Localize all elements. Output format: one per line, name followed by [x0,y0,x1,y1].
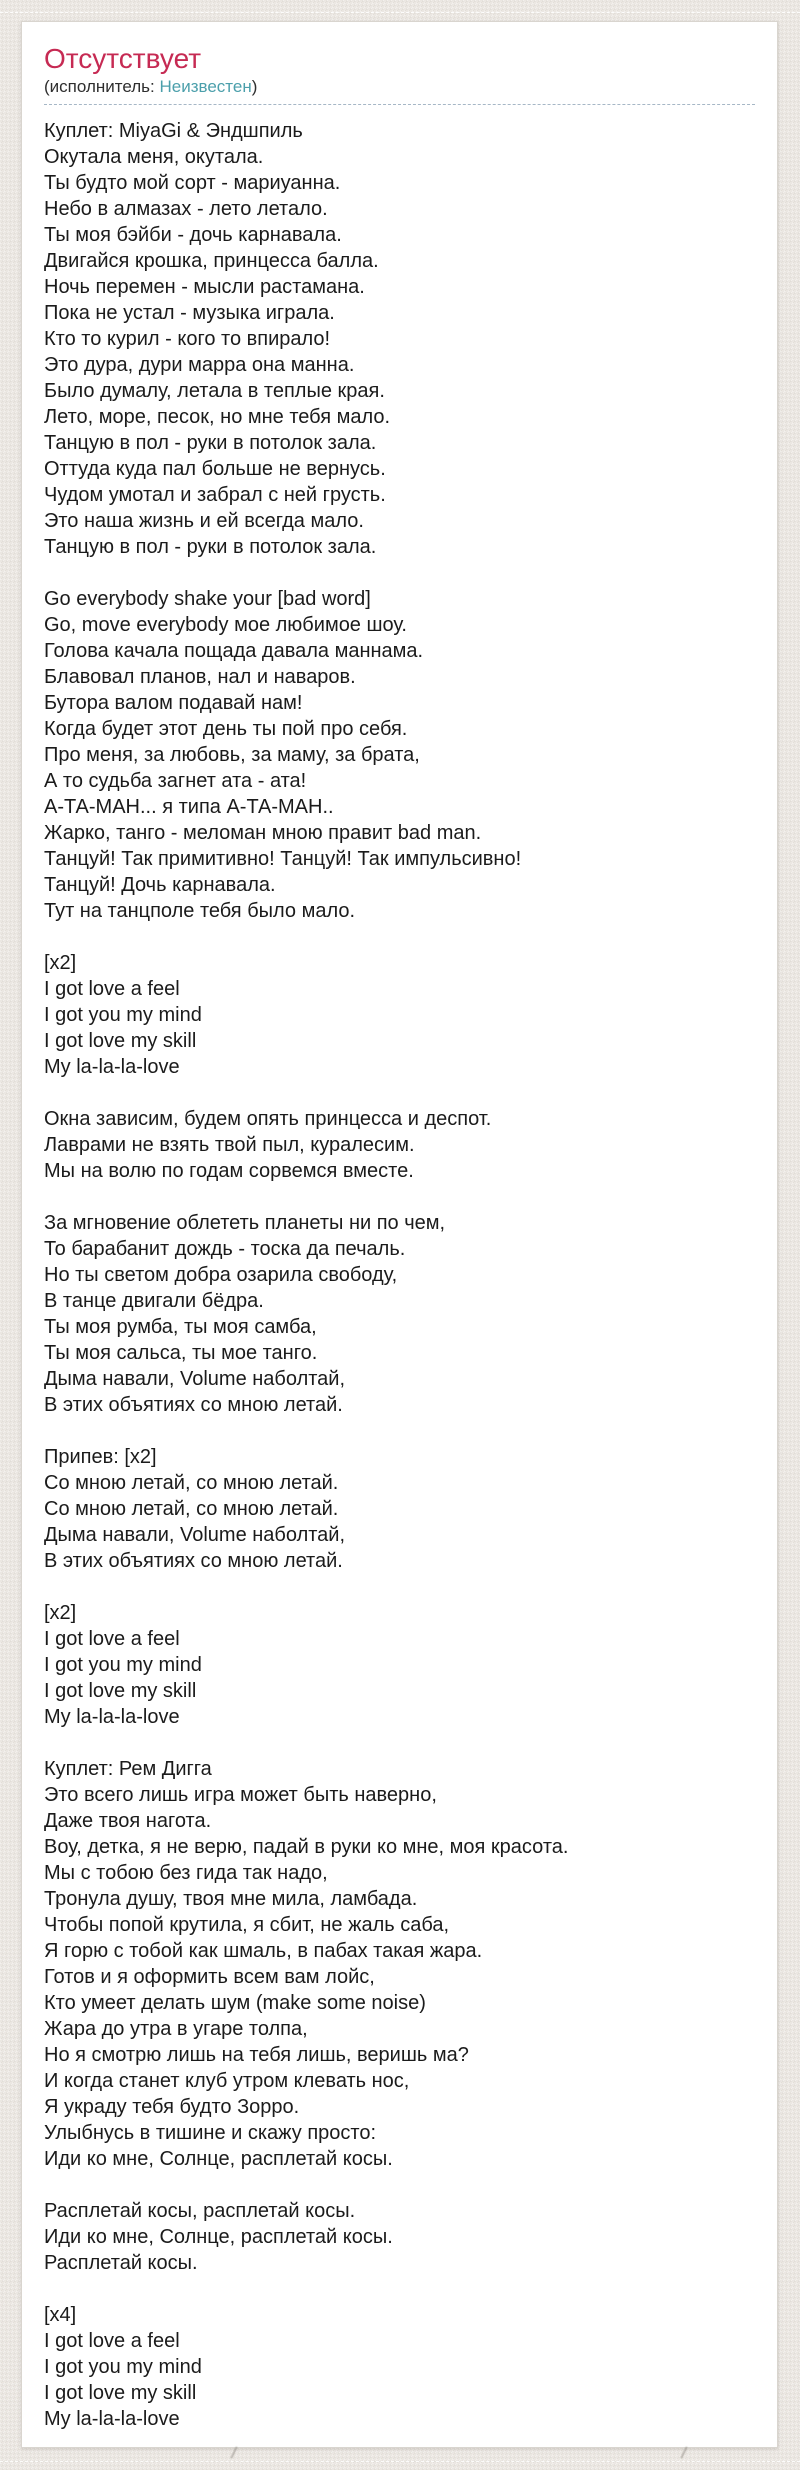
lyric-line: Тут на танцполе тебя было мало. [44,900,356,922]
lyric-line: I got love a feel [44,2330,180,2352]
lyrics-text [44,118,755,2432]
stanza [44,950,755,1080]
artist-close-paren: ) [251,77,258,96]
lyric-line: Жара до утра в угаре толпа, [44,2018,308,2040]
lyric-line: Кто то курил - кого то впирало! [44,328,331,350]
lyric-line: Тронула душу, твоя мне мила, ламбада. [44,1888,418,1910]
lyric-line: А то судьба загнет ата - ата! [44,770,307,792]
lyric-line: Воу, детка, я не верю, падай в руки ко мне, моя красота. [44,1836,569,1858]
lyric-line: Чудом умотал и забрал с ней грусть. [44,484,386,506]
lyric-line: Go everybody shake your [bad word] [44,588,371,610]
lyric-line: То барабанит дождь - тоска да печаль. [44,1238,406,1260]
stanza [44,1756,755,2172]
artist-label: (исполнитель: [44,77,155,96]
lyric-line: I got love a feel [44,1628,180,1650]
lyric-line: Со мною летай, со мною летай. [44,1498,339,1520]
stanza [44,2302,755,2432]
lyric-line: Мы с тобою без гида так надо, [44,1862,328,1884]
stanza [44,118,755,560]
lyric-line: В танце двигали бёдра. [44,1290,264,1312]
lyric-line: [x2] [44,952,77,974]
lyric-line: Блавовал планов, нал и наваров. [44,666,356,688]
card-shadow-tick-right [680,2446,687,2459]
lyric-line: Я горю с тобой как шмаль, в пабах такая жара. [44,1940,483,1962]
lyric-line: Куплет: Рем Дигга [44,1758,212,1780]
lyric-line: Куплет: MiyaGi & Эндшпиль [44,120,303,142]
lyric-line: Окна зависим, будем опять принцесса и деспот. [44,1108,492,1130]
song-title: Отсутствует [44,43,202,74]
lyric-line: Про меня, за любовь, за маму, за брата, [44,744,420,766]
lyric-line: Танцуй! Так примитивно! Танцуй! Так импульсивно! [44,848,522,870]
lyric-line: Даже твоя нагота. [44,1810,212,1832]
lyric-line: Ты будто мой сорт - мариуанна. [44,172,341,194]
stanza [44,1210,755,1418]
lyric-line: I got you my mind [44,1654,202,1676]
lyric-line: Но я смотрю лишь на тебя лишь, веришь ма? [44,2044,469,2066]
lyric-line: Это всего лишь игра может быть наверно, [44,1784,437,1806]
lyric-line: [x2] [44,1602,77,1624]
lyric-line: Это дура, дури марра она манна. [44,354,355,376]
lyric-line: Мы на волю по годам сорвемся вместе. [44,1160,414,1182]
lyric-line: Готов и я оформить всем вам лойс, [44,1966,375,1988]
lyric-line: My la-la-la-love [44,1706,180,1728]
lyric-line: I got you my mind [44,1004,202,1026]
lyric-line: Расплетай косы. [44,2252,198,2274]
lyric-line: Припев: [x2] [44,1446,157,1468]
lyric-line: Лаврами не взять твой пыл, куралесим. [44,1134,415,1156]
lyric-line: Было думалу, летала в теплые края. [44,380,385,402]
lyric-line: I got love my skill [44,1030,197,1052]
lyric-line: Расплетай косы, расплетай косы. [44,2200,356,2222]
lyric-line: Кто умеет делать шум (make some noise) [44,1992,426,2014]
lyric-line: Это наша жизнь и ей всегда мало. [44,510,364,532]
lyric-line: Чтобы попой крутила, я сбит, не жаль саба, [44,1914,450,1936]
lyric-line: Иди ко мне, Солнце, расплетай косы. [44,2148,393,2170]
lyric-line: Жарко, танго - меломан мною правит bad man. [44,822,482,844]
lyric-line: Танцуй! Дочь карнавала. [44,874,276,896]
lyric-line: Улыбнусь в тишине и скажу просто: [44,2122,377,2144]
lyric-line: Ты моя румба, ты моя самба, [44,1316,317,1338]
lyric-line: Лето, море, песок, но мне тебя мало. [44,406,391,428]
lyric-line: В этих объятиях со мною летай. [44,1550,343,1572]
stanza [44,586,755,924]
lyric-line: My la-la-la-love [44,2408,180,2430]
lyric-line: Пока не устал - музыка играла. [44,302,335,324]
lyric-line: Танцую в пол - руки в потолок зала. [44,432,377,454]
lyric-line: За мгновение облететь планеты ни по чем, [44,1212,446,1234]
lyric-line: Двигайся крошка, принцесса балла. [44,250,379,272]
lyric-line: И когда станет клуб утром клевать нос, [44,2070,410,2092]
lyric-line: А-ТА-МАН... я типа А-ТА-МАН.. [44,796,334,818]
lyric-line: Но ты светом добра озарила свободу, [44,1264,398,1286]
background-stitch-bottom [0,2461,800,2462]
lyric-line: Со мною летай, со мною летай. [44,1472,339,1494]
lyrics-card [21,21,778,2448]
lyric-line: Дыма навали, Volume наболтай, [44,1368,346,1390]
lyric-line: I got love a feel [44,978,180,1000]
lyric-line: Ты моя сальса, ты мое танго. [44,1342,318,1364]
lyric-line: Когда будет этот день ты пой про себя. [44,718,408,740]
background-stitch-top [0,12,800,13]
lyric-line: Бутора валом подавай нам! [44,692,303,714]
stanza [44,1106,755,1184]
lyric-line: Go, move everybody мое любимое шоу. [44,614,407,636]
lyric-line: В этих объятиях со мною летай. [44,1394,343,1416]
lyric-line: My la-la-la-love [44,1056,180,1078]
lyric-line: Оттуда куда пал больше не вернусь. [44,458,386,480]
stanza [44,2198,755,2276]
lyric-line: I got love my skill [44,1680,197,1702]
lyric-line: Дыма навали, Volume наболтай, [44,1524,346,1546]
lyric-line: Иди ко мне, Солнце, расплетай косы. [44,2226,393,2248]
lyric-line: Танцую в пол - руки в потолок зала. [44,536,377,558]
lyric-line: Небо в алмазах - лето летало. [44,198,328,220]
stanza [44,1600,755,1730]
lyric-line: Ты моя бэйби - дочь карнавала. [44,224,342,246]
lyric-line: Я украду тебя будто Зорро. [44,2096,300,2118]
card-shadow-tick-left [230,2446,237,2459]
stanza [44,1444,755,1574]
lyric-line: [x4] [44,2304,77,2326]
lyric-line: I got love my skill [44,2382,197,2404]
lyric-line: Ночь перемен - мысли растамана. [44,276,365,298]
lyric-line: Голова качала пощада давала маннама. [44,640,424,662]
artist-link[interactable]: Неизвестен [159,77,252,96]
lyric-line: I got you my mind [44,2356,202,2378]
lyric-line: Окутала меня, окутала. [44,146,264,168]
artist-line [44,75,755,105]
